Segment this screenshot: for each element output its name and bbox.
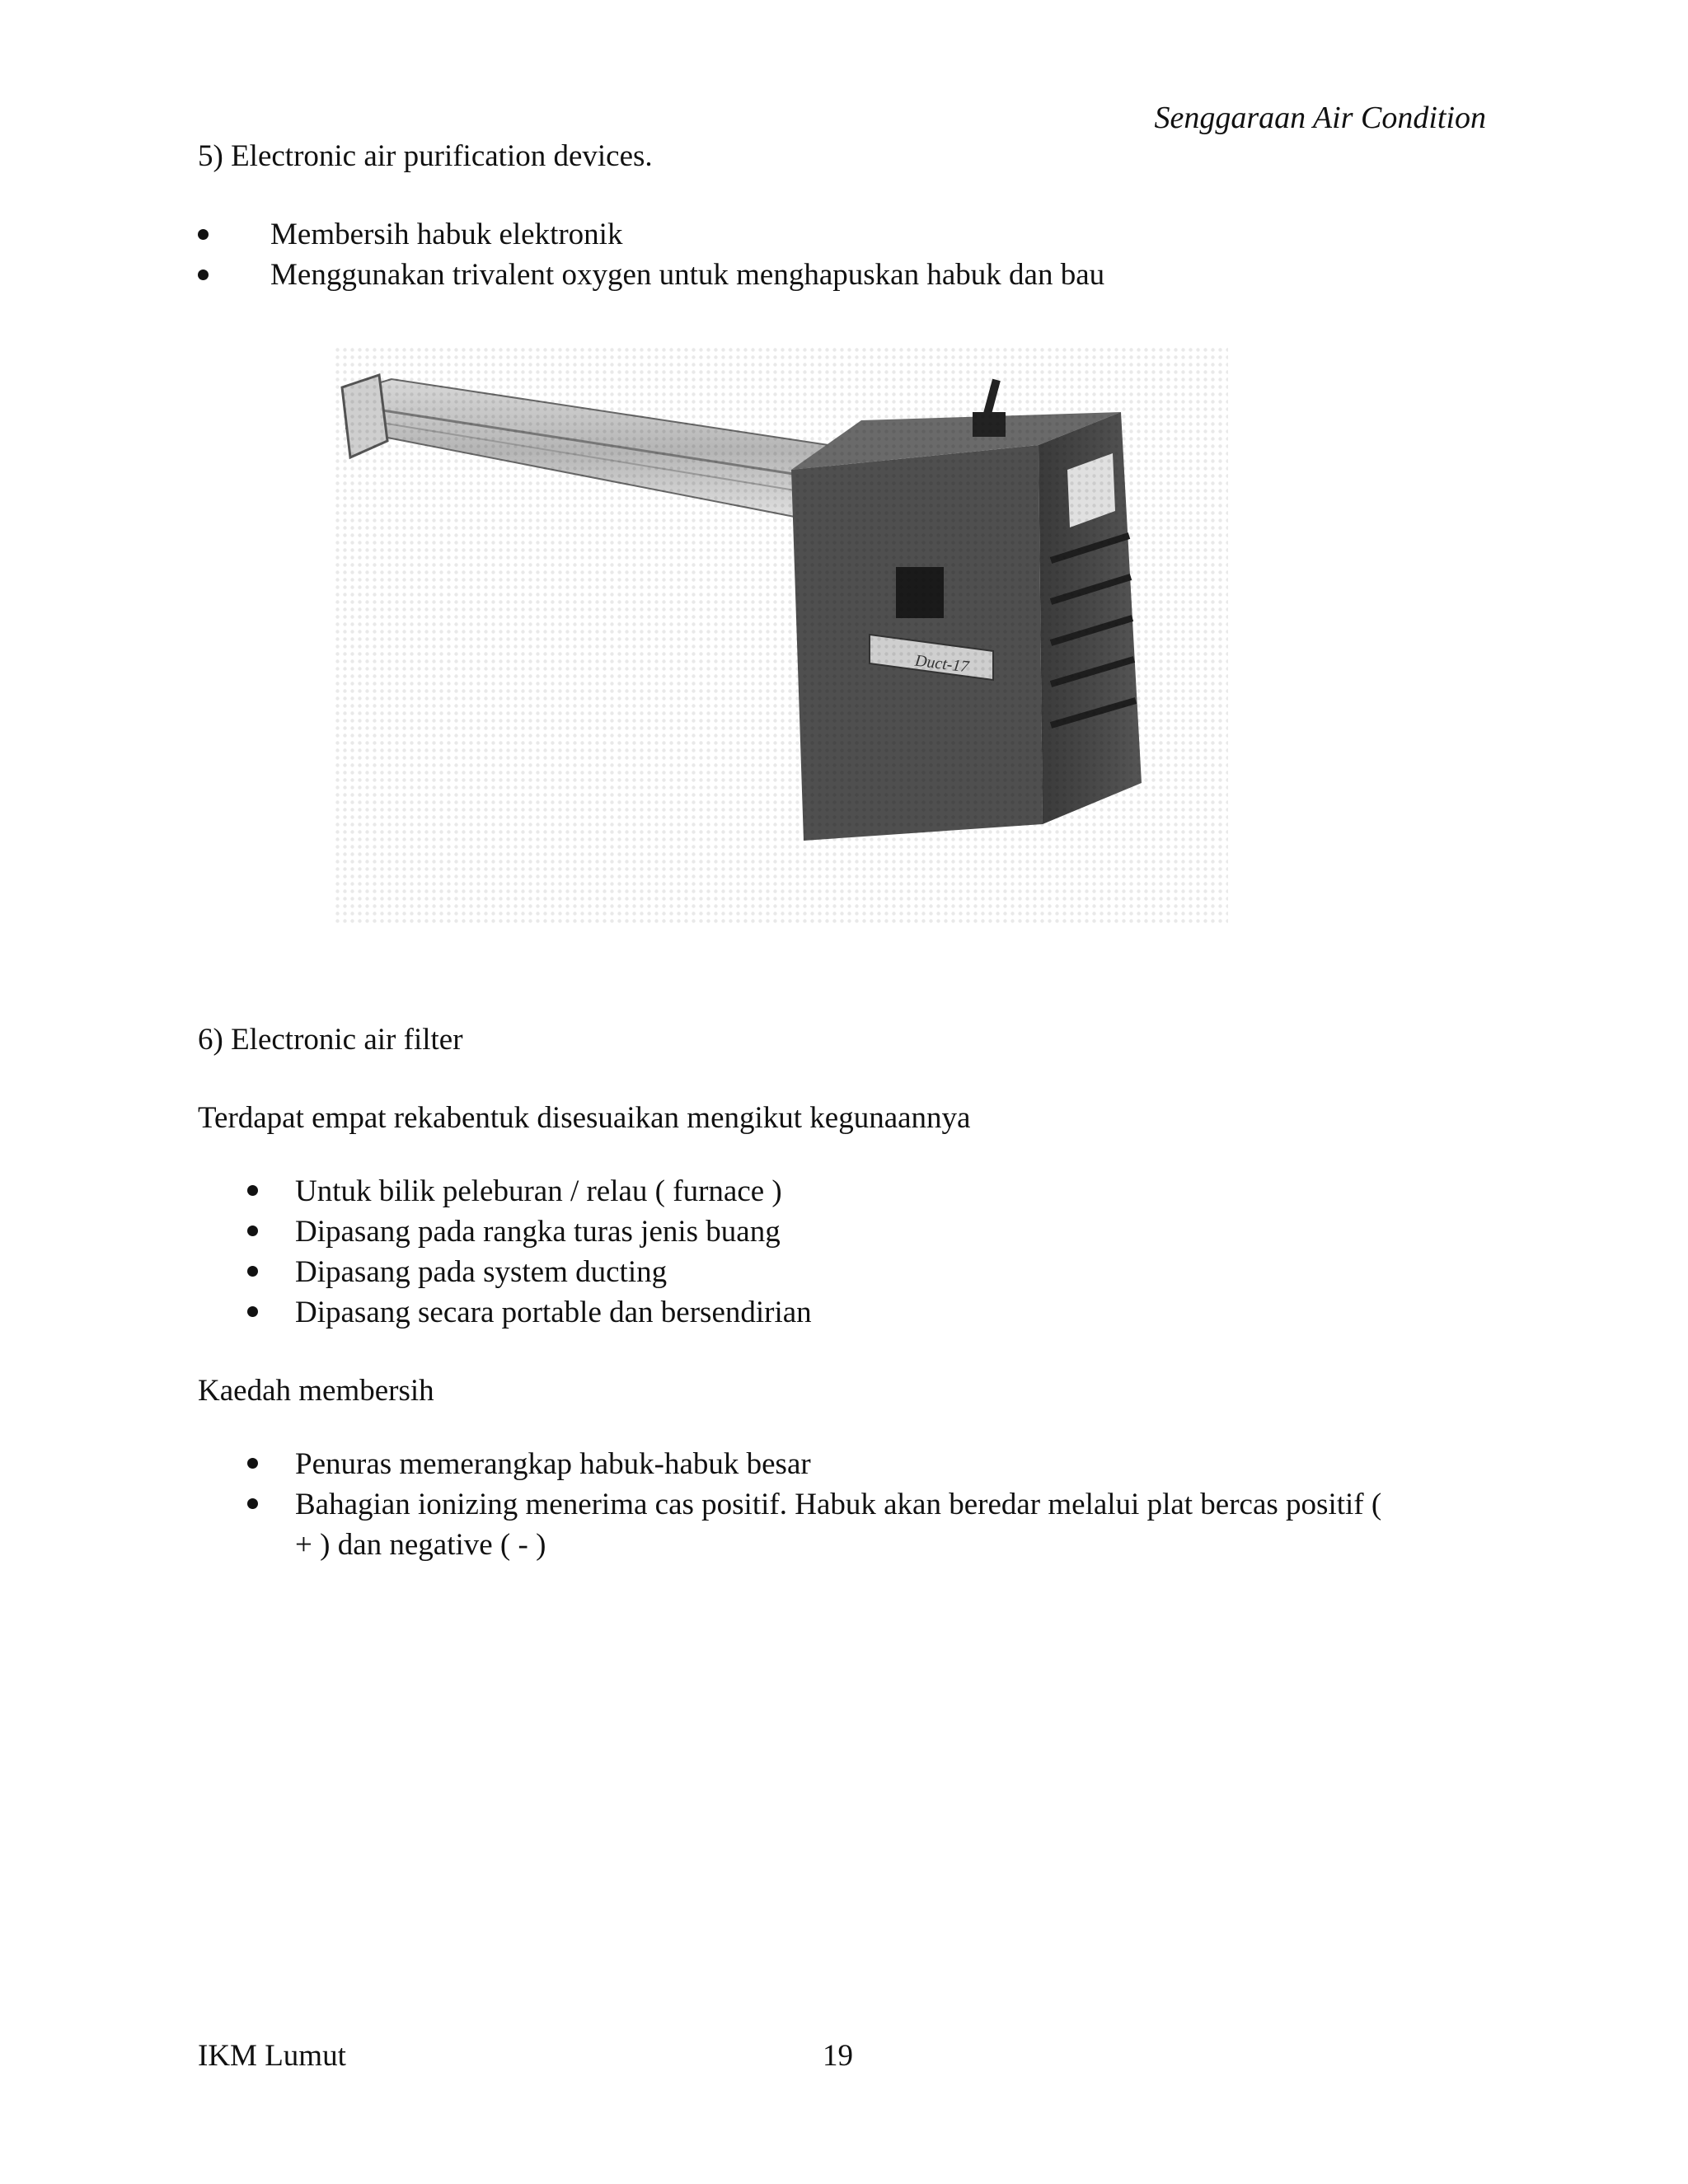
list-item-text: Untuk bilik peleburan / relau ( furnace ) xyxy=(295,1174,782,1208)
running-header: Senggaraan Air Condition xyxy=(1154,101,1486,135)
list-item-text: Menggunakan trivalent oxygen untuk menghapuskan habuk dan bau xyxy=(270,258,1105,292)
bullet-dot-icon xyxy=(247,1306,258,1317)
bullet-dot-icon xyxy=(247,1226,258,1236)
bullet-dot-icon xyxy=(247,1498,258,1509)
list-item-text: Dipasang pada system ducting xyxy=(295,1255,668,1289)
air-purifier-photo xyxy=(334,346,1228,923)
bullet-dot-icon xyxy=(247,1185,258,1196)
bullet-dot-icon xyxy=(247,1266,258,1277)
device-nameplate-label: Duct-17 xyxy=(913,651,970,677)
list-item-text: Membersih habuk elektronik xyxy=(270,218,623,251)
list-item-text: Penuras memerangkap habuk-habuk besar xyxy=(295,1447,811,1481)
list-item-text: Dipasang secara portable dan bersendirian xyxy=(295,1296,812,1329)
bullet-dot-icon xyxy=(247,1458,258,1469)
list-item-text: Bahagian ionizing menerima cas positif. Habuk akan beredar melalui plat bercas positif ( xyxy=(295,1488,1382,1521)
method-heading: Kaedah membersih xyxy=(198,1374,434,1408)
section-6-heading: 6) Electronic air filter xyxy=(198,1023,463,1057)
section-6-intro: Terdapat empat rekabentuk disesuaikan mengikut kegunaannya xyxy=(198,1101,971,1135)
list-item-text-continued: + ) dan negative ( - ) xyxy=(295,1528,546,1562)
page-number: 19 xyxy=(823,2039,853,2073)
list-item-text: Dipasang pada rangka turas jenis buang xyxy=(295,1215,781,1249)
footer-institution: IKM Lumut xyxy=(198,2039,346,2073)
bullet-dot-icon xyxy=(198,229,209,240)
section-5-heading: 5) Electronic air purification devices. xyxy=(198,139,653,173)
bullet-dot-icon xyxy=(198,269,209,280)
